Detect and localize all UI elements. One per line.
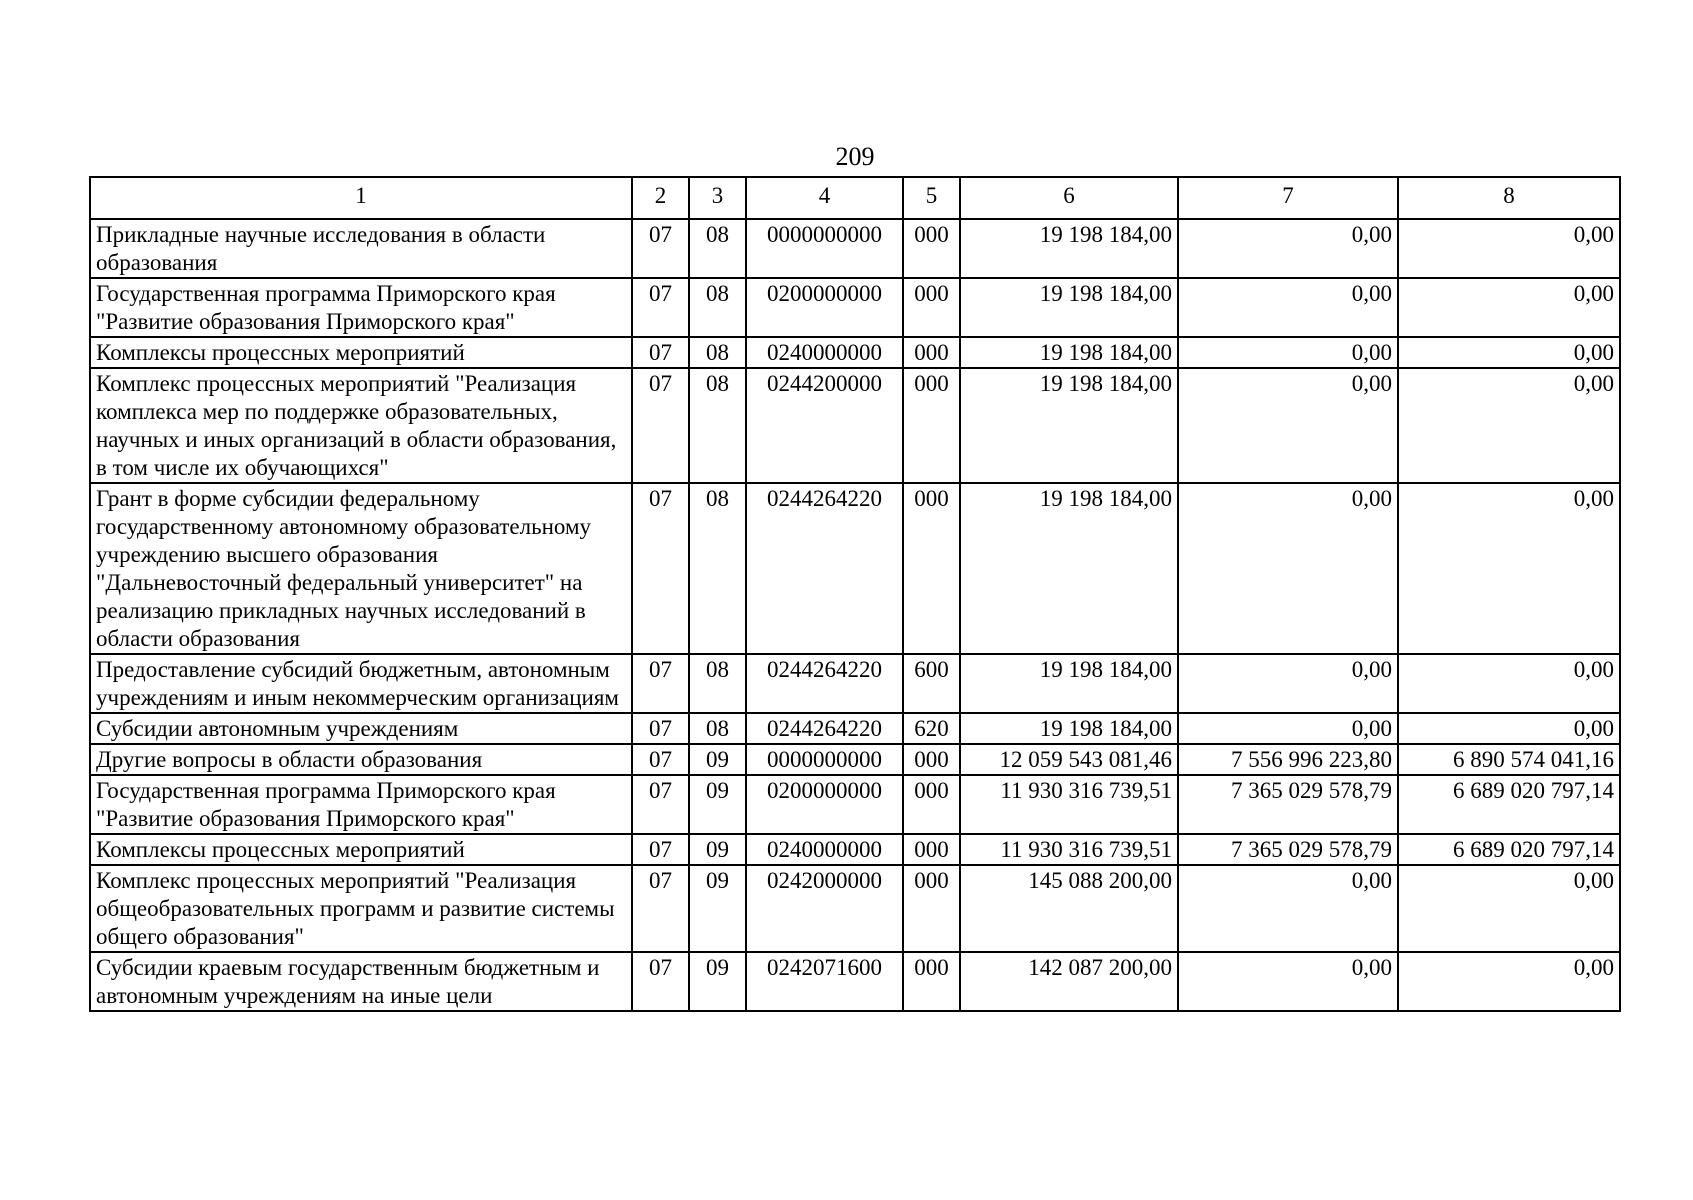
row-name: Другие вопросы в области образования xyxy=(90,744,632,775)
column-header: 8 xyxy=(1398,177,1620,219)
row-name: Субсидии автономным учреждениям xyxy=(90,713,632,744)
amount-col-7: 7 556 996 223,80 xyxy=(1178,744,1398,775)
section-code: 07 xyxy=(632,368,689,483)
expense-type-code: 000 xyxy=(903,834,960,865)
target-article-code: 0200000000 xyxy=(746,775,903,834)
row-name: Государственная программа Приморского края "Развитие образования Приморского края" xyxy=(90,775,632,834)
amount-col-7: 0,00 xyxy=(1178,865,1398,952)
amount-col-8: 0,00 xyxy=(1398,337,1620,368)
amount-col-6: 142 087 200,00 xyxy=(960,952,1178,1011)
expense-type-code: 000 xyxy=(903,775,960,834)
header-row xyxy=(90,177,1620,219)
expense-type-code: 000 xyxy=(903,744,960,775)
subsection-code: 08 xyxy=(689,368,746,483)
subsection-code: 08 xyxy=(689,713,746,744)
amount-col-8: 0,00 xyxy=(1398,219,1620,278)
section-code: 07 xyxy=(632,744,689,775)
section-code: 07 xyxy=(632,654,689,713)
expense-type-code: 620 xyxy=(903,713,960,744)
table-row xyxy=(90,654,1620,713)
table-row xyxy=(90,278,1620,337)
amount-col-8: 0,00 xyxy=(1398,865,1620,952)
table-row xyxy=(90,865,1620,952)
column-header: 4 xyxy=(746,177,903,219)
column-header: 6 xyxy=(960,177,1178,219)
table-row xyxy=(90,744,1620,775)
target-article-code: 0242000000 xyxy=(746,865,903,952)
amount-col-8: 0,00 xyxy=(1398,654,1620,713)
expense-type-code: 000 xyxy=(903,952,960,1011)
amount-col-7: 0,00 xyxy=(1178,278,1398,337)
amount-col-8: 0,00 xyxy=(1398,278,1620,337)
table-row xyxy=(90,219,1620,278)
section-code: 07 xyxy=(632,952,689,1011)
target-article-code: 0240000000 xyxy=(746,834,903,865)
subsection-code: 09 xyxy=(689,775,746,834)
expense-type-code: 000 xyxy=(903,483,960,654)
expense-type-code: 000 xyxy=(903,278,960,337)
target-article-code: 0244264220 xyxy=(746,654,903,713)
section-code: 07 xyxy=(632,483,689,654)
amount-col-7: 0,00 xyxy=(1178,368,1398,483)
row-name: Субсидии краевым государственным бюджетным и автономным учреждениям на иные цели xyxy=(90,952,632,1011)
target-article-code: 0244200000 xyxy=(746,368,903,483)
amount-col-7: 0,00 xyxy=(1178,219,1398,278)
table-row xyxy=(90,952,1620,1011)
target-article-code: 0000000000 xyxy=(746,219,903,278)
expense-type-code: 600 xyxy=(903,654,960,713)
table-row xyxy=(90,834,1620,865)
amount-col-7: 0,00 xyxy=(1178,654,1398,713)
amount-col-8: 0,00 xyxy=(1398,483,1620,654)
section-code: 07 xyxy=(632,865,689,952)
subsection-code: 09 xyxy=(689,744,746,775)
subsection-code: 08 xyxy=(689,483,746,654)
column-header: 3 xyxy=(689,177,746,219)
table-row xyxy=(90,713,1620,744)
section-code: 07 xyxy=(632,713,689,744)
row-name: Предоставление субсидий бюджетным, автономным учреждениям и иным некоммерческим организациям xyxy=(90,654,632,713)
table-row xyxy=(90,483,1620,654)
table-body xyxy=(90,219,1620,1011)
column-header: 1 xyxy=(90,177,632,219)
table-header xyxy=(90,177,1620,219)
subsection-code: 08 xyxy=(689,654,746,713)
target-article-code: 0240000000 xyxy=(746,337,903,368)
section-code: 07 xyxy=(632,775,689,834)
amount-col-8: 0,00 xyxy=(1398,952,1620,1011)
row-name: Комплекс процессных мероприятий "Реализация комплекса мер по поддержке образовательных, научных и иных организаций в области образования, в том числе их обучающихся" xyxy=(90,368,632,483)
amount-col-7: 7 365 029 578,79 xyxy=(1178,834,1398,865)
row-name: Прикладные научные исследования в области образования xyxy=(90,219,632,278)
target-article-code: 0244264220 xyxy=(746,713,903,744)
expense-type-code: 000 xyxy=(903,368,960,483)
row-name: Комплекс процессных мероприятий "Реализация общеобразовательных программ и развитие системы общего образования" xyxy=(90,865,632,952)
amount-col-6: 19 198 184,00 xyxy=(960,483,1178,654)
amount-col-6: 19 198 184,00 xyxy=(960,219,1178,278)
target-article-code: 0244264220 xyxy=(746,483,903,654)
amount-col-6: 19 198 184,00 xyxy=(960,654,1178,713)
column-header: 2 xyxy=(632,177,689,219)
amount-col-6: 11 930 316 739,51 xyxy=(960,834,1178,865)
amount-col-7: 7 365 029 578,79 xyxy=(1178,775,1398,834)
subsection-code: 08 xyxy=(689,219,746,278)
amount-col-7: 0,00 xyxy=(1178,483,1398,654)
subsection-code: 09 xyxy=(689,865,746,952)
table-row xyxy=(90,775,1620,834)
subsection-code: 09 xyxy=(689,952,746,1011)
section-code: 07 xyxy=(632,278,689,337)
amount-col-8: 6 689 020 797,14 xyxy=(1398,834,1620,865)
expense-type-code: 000 xyxy=(903,219,960,278)
amount-col-8: 6 689 020 797,14 xyxy=(1398,775,1620,834)
amount-col-6: 19 198 184,00 xyxy=(960,368,1178,483)
target-article-code: 0242071600 xyxy=(746,952,903,1011)
section-code: 07 xyxy=(632,834,689,865)
amount-col-6: 145 088 200,00 xyxy=(960,865,1178,952)
amount-col-6: 11 930 316 739,51 xyxy=(960,775,1178,834)
row-name: Государственная программа Приморского края "Развитие образования Приморского края" xyxy=(90,278,632,337)
amount-col-6: 19 198 184,00 xyxy=(960,713,1178,744)
target-article-code: 0000000000 xyxy=(746,744,903,775)
section-code: 07 xyxy=(632,219,689,278)
amount-col-6: 12 059 543 081,46 xyxy=(960,744,1178,775)
subsection-code: 08 xyxy=(689,278,746,337)
table-row xyxy=(90,337,1620,368)
section-code: 07 xyxy=(632,337,689,368)
amount-col-8: 6 890 574 041,16 xyxy=(1398,744,1620,775)
expense-type-code: 000 xyxy=(903,865,960,952)
row-name: Комплексы процессных мероприятий xyxy=(90,337,632,368)
subsection-code: 08 xyxy=(689,337,746,368)
target-article-code: 0200000000 xyxy=(746,278,903,337)
column-header: 7 xyxy=(1178,177,1398,219)
row-name: Грант в форме субсидии федеральному государственному автономному образовательному учреждению высшего образования "Дальневосточный федеральный университет" на реализацию прикладных научных исследований в области образования xyxy=(90,483,632,654)
page-number: 209 xyxy=(835,142,875,171)
table-row xyxy=(90,368,1620,483)
amount-col-6: 19 198 184,00 xyxy=(960,278,1178,337)
amount-col-8: 0,00 xyxy=(1398,368,1620,483)
expense-type-code: 000 xyxy=(903,337,960,368)
subsection-code: 09 xyxy=(689,834,746,865)
budget-table xyxy=(89,176,1621,1012)
amount-col-6: 19 198 184,00 xyxy=(960,337,1178,368)
column-header: 5 xyxy=(903,177,960,219)
amount-col-7: 0,00 xyxy=(1178,952,1398,1011)
row-name: Комплексы процессных мероприятий xyxy=(90,834,632,865)
amount-col-8: 0,00 xyxy=(1398,713,1620,744)
amount-col-7: 0,00 xyxy=(1178,337,1398,368)
amount-col-7: 0,00 xyxy=(1178,713,1398,744)
